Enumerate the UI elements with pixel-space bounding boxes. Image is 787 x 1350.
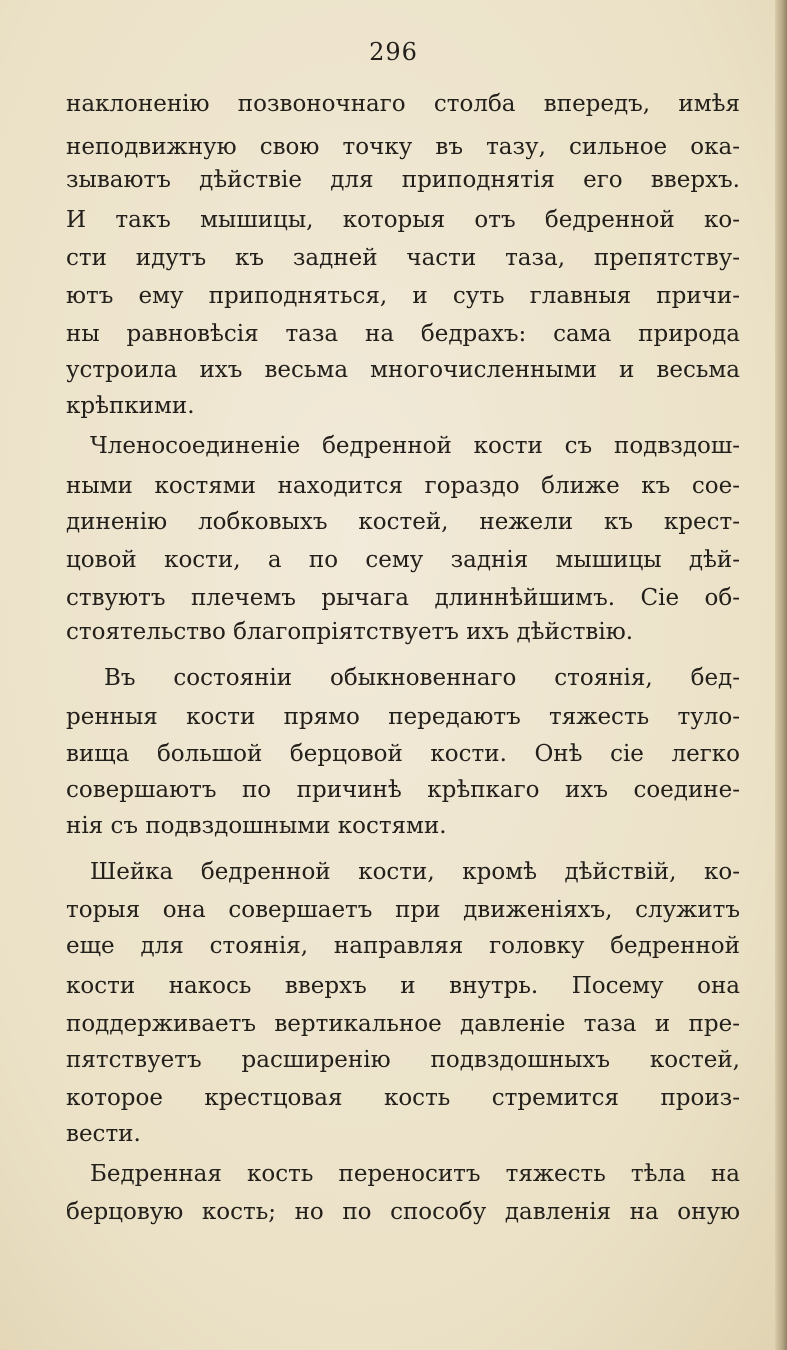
text-line: И такъ мышицы, которыя отъ бедренной ко- [66, 207, 740, 233]
text-line: ренныя кости прямо передаютъ тяжесть туло- [66, 704, 740, 730]
text-line: зываютъ дѣйствіе для приподнятія его вверхъ. [66, 167, 740, 193]
text-line: сти идутъ къ задней части таза, препятству- [66, 245, 740, 271]
text-line: которое крестцовая кость стремится произ- [66, 1085, 740, 1111]
text-line: вища большой берцовой кости. Онѣ сіе легко [66, 741, 740, 767]
text-line: ствуютъ плечемъ рычага длиннѣйшимъ. Сіе об- [66, 585, 740, 611]
page-number: 296 [369, 38, 418, 66]
text-line: ны равновѣсія таза на бедрахъ: сама природа [66, 321, 740, 347]
text-line: вести. [66, 1121, 141, 1147]
text-line: ными костями находится гораздо ближе къ сое- [66, 473, 740, 499]
text-line: берцовую кость; но по способу давленія на оную [66, 1199, 740, 1225]
text-line: совершаютъ по причинѣ крѣпкаго ихъ соедине- [66, 777, 740, 803]
text-line: крѣпкими. [66, 393, 195, 419]
page-edge [775, 0, 787, 1350]
text-line: кости накось вверхъ и внутрь. Посему она [66, 973, 740, 999]
text-line: Въ состояніи обыкновеннаго стоянія, бед- [104, 665, 740, 691]
text-line: поддерживаетъ вертикальное давленіе таза и пре- [66, 1011, 740, 1037]
text-line: цовой кости, а по сему заднія мышицы дѣй- [66, 547, 740, 573]
text-line: стоятельство благопріятствуетъ ихъ дѣйствію. [66, 619, 634, 645]
text-line: еще для стоянія, направляя головку бедренной [66, 933, 740, 959]
text-line: Бедренная кость переноситъ тяжесть тѣла на [90, 1161, 740, 1187]
text-line: неподвижную свою точку въ тазу, сильное ока- [66, 134, 740, 160]
text-line: пятствуетъ расширенію подвздошныхъ костей, [66, 1047, 740, 1073]
text-line: Шейка бедренной кости, кромѣ дѣйствій, ко- [90, 859, 740, 885]
text-line: нія съ подвздошными костями. [66, 813, 447, 839]
text-line: ютъ ему приподняться, и суть главныя причи- [66, 283, 740, 309]
text-line: Членосоединеніе бедренной кости съ подвздош- [90, 433, 740, 459]
text-line: устроила ихъ весьма многочисленными и весьма [66, 357, 740, 383]
text-line: торыя она совершаетъ при движеніяхъ, служитъ [66, 897, 740, 923]
text-line: наклоненію позвоночнаго столба впередъ, имѣя [66, 91, 740, 117]
text-line: диненію лобковыхъ костей, нежели къ крест- [66, 509, 740, 535]
